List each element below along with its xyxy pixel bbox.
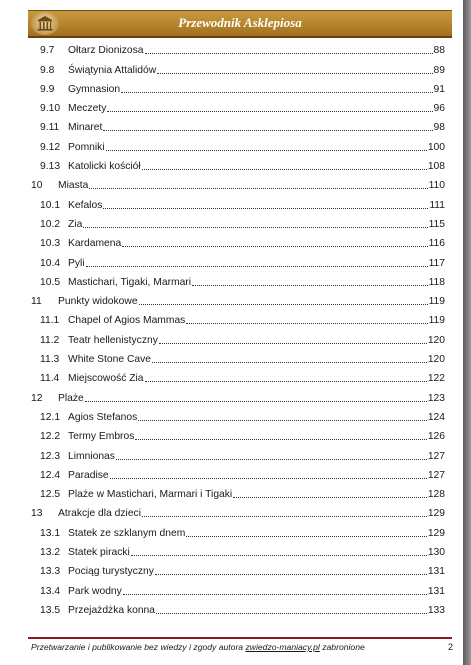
toc-entry[interactable] bbox=[31, 308, 445, 327]
toc-entry-number: 12.1 bbox=[40, 411, 61, 423]
header-title: Przewodnik Asklepiosa bbox=[178, 15, 302, 30]
toc-entry-number: 12.4 bbox=[40, 469, 61, 481]
toc-entry[interactable] bbox=[31, 250, 445, 269]
toc-entry-number: 9.9 bbox=[40, 83, 55, 95]
toc-page-number: 120 bbox=[427, 334, 445, 346]
toc-entry-number: 9.7 bbox=[40, 45, 55, 57]
toc-page-number: 98 bbox=[433, 122, 445, 134]
toc-page-number: 91 bbox=[433, 83, 445, 95]
toc-entry-number: 10.3 bbox=[40, 238, 61, 250]
toc-page-number: 128 bbox=[427, 489, 445, 501]
toc-dot-leader bbox=[186, 535, 426, 537]
toc-entry-number: 11.4 bbox=[40, 373, 60, 385]
toc-dot-leader bbox=[145, 52, 433, 54]
toc-entry[interactable] bbox=[31, 501, 445, 520]
toc-dot-leader bbox=[159, 342, 427, 344]
toc-page-number: 118 bbox=[428, 276, 445, 288]
toc-page-number: 133 bbox=[427, 604, 445, 616]
toc-entry[interactable] bbox=[31, 540, 445, 559]
toc-entry[interactable] bbox=[31, 57, 445, 76]
toc-page-number: 115 bbox=[428, 218, 445, 230]
toc-dot-leader bbox=[122, 245, 427, 247]
toc-entry[interactable] bbox=[31, 134, 445, 153]
toc-entry-title: Statek piracki bbox=[68, 547, 130, 559]
toc-page-number: 108 bbox=[427, 161, 445, 173]
toc-page-number: 129 bbox=[427, 527, 445, 539]
toc-dot-leader bbox=[110, 477, 427, 479]
toc-entry-number: 13.4 bbox=[40, 585, 61, 597]
toc-entry-number: 13.2 bbox=[40, 547, 61, 559]
toc-page-number: 130 bbox=[427, 547, 445, 559]
toc-entry-number: 11.2 bbox=[40, 334, 60, 346]
toc-page-number: 111 bbox=[429, 199, 445, 211]
toc-page-number: 119 bbox=[428, 315, 445, 327]
toc-entry[interactable] bbox=[31, 231, 445, 250]
toc-page-number: 131 bbox=[427, 566, 445, 578]
toc-dot-leader bbox=[142, 515, 427, 517]
toc-dot-leader bbox=[121, 91, 432, 93]
toc-dot-leader bbox=[233, 496, 427, 498]
toc-dot-leader bbox=[157, 72, 432, 74]
toc-page-number: 124 bbox=[427, 411, 445, 423]
toc-entry-number: 9.13 bbox=[40, 161, 61, 173]
toc-entry-title: Kardamena bbox=[68, 238, 122, 250]
toc-dot-leader bbox=[106, 149, 427, 151]
toc-entry-title: Miejscowość Zia bbox=[68, 373, 144, 385]
toc-dot-leader bbox=[186, 322, 427, 324]
toc-entry[interactable] bbox=[31, 520, 445, 539]
toc-entry-number: 10.4 bbox=[40, 257, 61, 269]
footer-divider bbox=[28, 637, 452, 639]
toc-entry-title: Mastichari, Tigaki, Marmari bbox=[68, 276, 192, 288]
toc-entry[interactable] bbox=[31, 578, 445, 597]
toc-entry[interactable] bbox=[31, 173, 445, 192]
toc-entry-title: Pociąg turystyczny bbox=[68, 566, 154, 578]
toc-entry[interactable] bbox=[31, 385, 445, 404]
toc-entry[interactable] bbox=[31, 598, 445, 617]
toc-entry-number: 12.5 bbox=[40, 489, 61, 501]
toc-entry-title: Termy Embros bbox=[68, 431, 135, 443]
toc-entry[interactable] bbox=[31, 482, 445, 501]
page-edge-shadow bbox=[463, 0, 471, 665]
toc-dot-leader bbox=[131, 554, 427, 556]
toc-entry[interactable] bbox=[31, 77, 445, 96]
toc-entry-title: Agios Stefanos bbox=[68, 411, 138, 423]
toc-dot-leader bbox=[86, 265, 428, 267]
toc-entry[interactable] bbox=[31, 443, 445, 462]
toc-entry-number: 13.1 bbox=[40, 527, 61, 539]
toc-entry-title: Atrakcje dla dzieci bbox=[58, 508, 141, 520]
toc-page-number: 123 bbox=[427, 392, 445, 404]
toc-entry[interactable] bbox=[31, 405, 445, 424]
toc-entry-number: 9.10 bbox=[40, 103, 61, 115]
toc-page-number: 120 bbox=[427, 354, 445, 366]
toc-entry-number: 10.1 bbox=[40, 199, 61, 211]
toc-entry-title: Pomniki bbox=[68, 141, 105, 153]
toc-entry-title: Teatr hellenistyczny bbox=[68, 334, 158, 346]
toc-dot-leader bbox=[192, 284, 428, 286]
footer-notice bbox=[31, 642, 411, 652]
toc-entry-number: 11 bbox=[31, 296, 42, 308]
toc-entry-number: 13.3 bbox=[40, 566, 61, 578]
toc-entry-number: 13.5 bbox=[40, 604, 61, 616]
footer-text-before: Przetwarzanie i publikowanie bez wiedzy i zgody autora bbox=[31, 642, 246, 652]
toc-page-number: 100 bbox=[427, 141, 445, 153]
toc-page-number: 122 bbox=[427, 373, 445, 385]
toc-entry-number: 10 bbox=[31, 180, 43, 192]
toc-dot-leader bbox=[123, 593, 427, 595]
toc-page-number: 119 bbox=[428, 296, 445, 308]
toc-entry-title: White Stone Cave bbox=[68, 354, 151, 366]
toc-page-number: 116 bbox=[428, 238, 445, 250]
toc-page-number: 127 bbox=[427, 469, 445, 481]
toc-entry[interactable] bbox=[31, 115, 445, 134]
toc-dot-leader bbox=[103, 129, 432, 131]
toc-dot-leader bbox=[107, 110, 432, 112]
toc-page-number: 96 bbox=[433, 103, 445, 115]
toc-entry-title: Meczety bbox=[68, 103, 107, 115]
toc-dot-leader bbox=[116, 458, 427, 460]
toc-entry-title: Kefalos bbox=[68, 199, 103, 211]
toc-entry[interactable] bbox=[31, 192, 445, 211]
toc-dot-leader bbox=[83, 226, 427, 228]
toc-entry-number: 10.2 bbox=[40, 218, 61, 230]
toc-page-number: 117 bbox=[428, 257, 445, 269]
toc-entry-title: Chapel of Agios Mammas bbox=[68, 315, 186, 327]
toc-dot-leader bbox=[142, 168, 427, 170]
toc-dot-leader bbox=[89, 187, 427, 189]
toc-page-number: 89 bbox=[433, 64, 445, 76]
toc-entry[interactable] bbox=[31, 327, 445, 346]
toc-entry-number: 10.5 bbox=[40, 276, 61, 288]
toc-page-number: 129 bbox=[427, 508, 445, 520]
toc-page-number: 110 bbox=[428, 180, 445, 192]
toc-entry[interactable] bbox=[31, 212, 445, 231]
toc-entry-title: Ołtarz Dionizosa bbox=[68, 45, 144, 57]
toc-entry-title: Pyli bbox=[68, 257, 85, 269]
toc-dot-leader bbox=[155, 573, 427, 575]
toc-dot-leader bbox=[135, 438, 426, 440]
toc-dot-leader bbox=[152, 361, 427, 363]
toc-entry-title: Punkty widokowe bbox=[58, 296, 138, 308]
toc-page-number: 127 bbox=[427, 450, 445, 462]
toc-entry-number: 11.1 bbox=[40, 315, 60, 327]
page-number: 2 bbox=[448, 642, 454, 652]
toc-entry-title: Przejażdżka konna bbox=[68, 604, 156, 616]
toc-entry[interactable] bbox=[31, 289, 445, 308]
toc-entry-title: Park wodny bbox=[68, 585, 122, 597]
toc-entry-title: Limnionas bbox=[68, 450, 115, 462]
toc-entry-number: 9.8 bbox=[40, 64, 55, 76]
table-of-contents bbox=[31, 38, 445, 617]
toc-entry-title: Katolicki kościół bbox=[68, 161, 141, 173]
toc-entry-title: Plaże w Mastichari, Marmari i Tigaki bbox=[68, 489, 233, 501]
toc-dot-leader bbox=[145, 380, 427, 382]
toc-entry-title: Miasta bbox=[58, 180, 89, 192]
toc-entry-number: 9.12 bbox=[40, 141, 61, 153]
toc-entry-number: 9.11 bbox=[40, 122, 60, 134]
toc-entry-number: 12.2 bbox=[40, 431, 61, 443]
toc-entry[interactable] bbox=[31, 463, 445, 482]
toc-entry-number: 12.3 bbox=[40, 450, 61, 462]
toc-entry-title: Świątynia Attalidów bbox=[68, 64, 157, 76]
toc-entry-title: Gymnasion bbox=[68, 83, 121, 95]
toc-page-number: 126 bbox=[427, 431, 445, 443]
header-banner bbox=[28, 10, 452, 38]
toc-entry[interactable] bbox=[31, 96, 445, 115]
toc-entry[interactable] bbox=[31, 559, 445, 578]
toc-entry[interactable] bbox=[31, 347, 445, 366]
toc-entry[interactable] bbox=[31, 424, 445, 443]
toc-entry-number: 13 bbox=[31, 508, 43, 520]
toc-dot-leader bbox=[138, 419, 427, 421]
toc-dot-leader bbox=[156, 612, 427, 614]
toc-entry-title: Plaże bbox=[58, 392, 84, 404]
toc-entry-number: 11.3 bbox=[40, 354, 60, 366]
toc-entry-number: 12 bbox=[31, 392, 43, 404]
toc-dot-leader bbox=[103, 207, 428, 209]
toc-page-number: 88 bbox=[433, 45, 445, 57]
toc-entry[interactable] bbox=[31, 270, 445, 289]
toc-entry[interactable] bbox=[31, 154, 445, 173]
toc-entry-title: Zia bbox=[68, 218, 83, 230]
footer-link[interactable]: zwiedzo-maniacy.pl bbox=[245, 642, 320, 652]
toc-entry-title: Minaret bbox=[68, 122, 103, 134]
toc-entry-title: Paradise bbox=[68, 469, 109, 481]
toc-dot-leader bbox=[85, 400, 427, 402]
toc-entry-title: Statek ze szklanym dnem bbox=[68, 527, 186, 539]
toc-entry[interactable] bbox=[31, 366, 445, 385]
footer-text-after: zabronione bbox=[319, 642, 365, 652]
toc-entry[interactable] bbox=[31, 38, 445, 57]
toc-page-number: 131 bbox=[427, 585, 445, 597]
toc-dot-leader bbox=[139, 303, 428, 305]
